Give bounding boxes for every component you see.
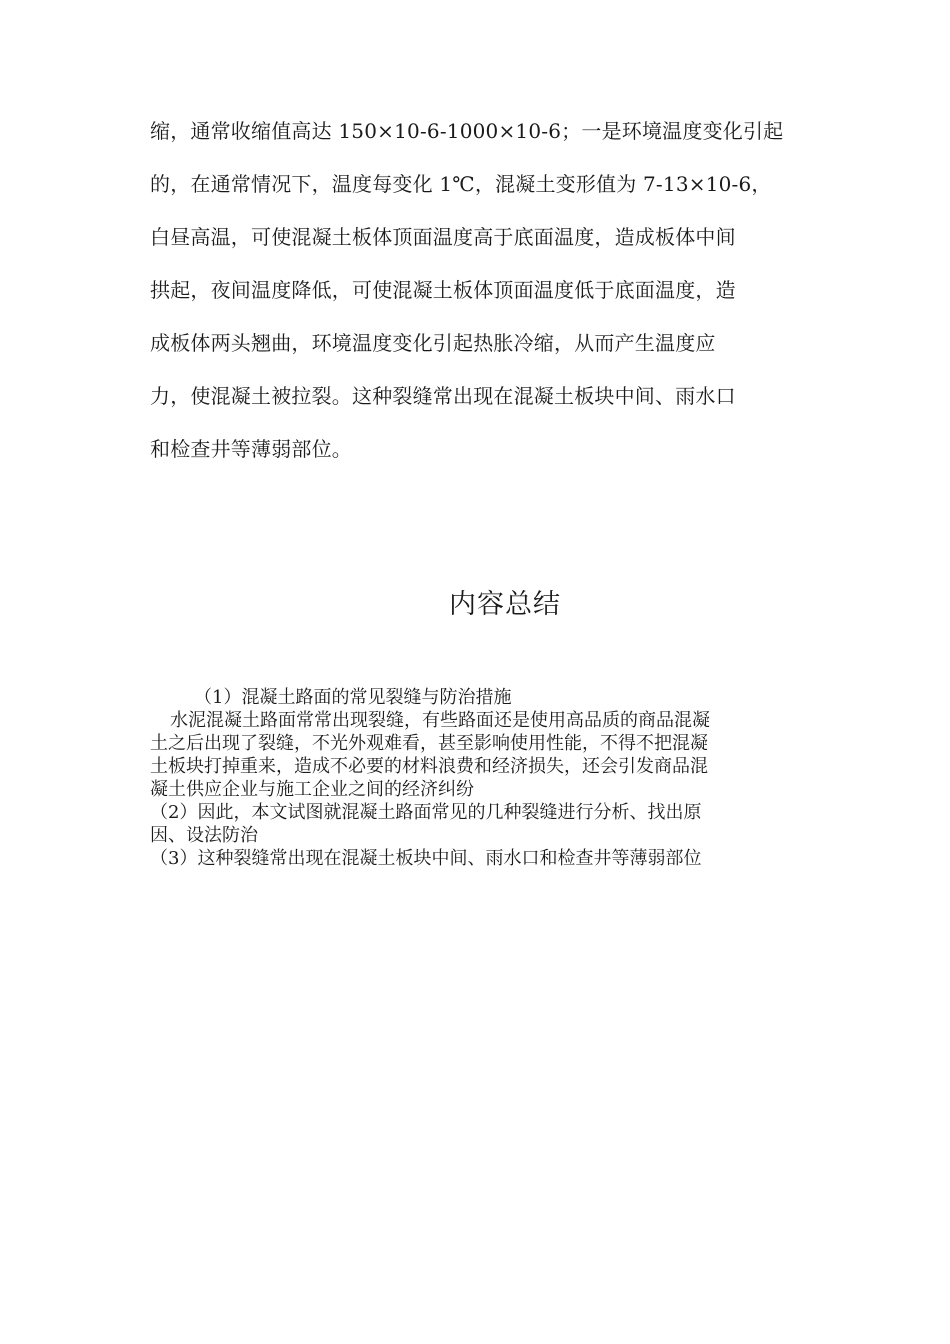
summary-item-2-line-2: 因、设法防治	[150, 825, 258, 846]
summary-item-2-line-1: （2）因此，本文试图就混凝土路面常见的几种裂缝进行分析、找出原	[150, 802, 702, 823]
body-line-4: 拱起，夜间温度降低，可使混凝土板体顶面温度低于底面温度，造	[150, 278, 736, 302]
summary-item-1-heading: （1）混凝土路面的常见裂缝与防治措施	[194, 687, 512, 708]
body-line-1: 缩，通常收缩值高达 150×10-6-1000×10-6；一是环境温度变化引起	[150, 119, 784, 143]
body-line-5: 成板体两头翘曲，环境温度变化引起热胀冷缩，从而产生温度应	[150, 331, 716, 355]
summary-list	[150, 686, 800, 870]
body-line-3: 白昼高温，可使混凝土板体顶面温度高于底面温度，造成板体中间	[150, 225, 736, 249]
body-paragraph	[150, 118, 800, 489]
body-line-6: 力，使混凝土被拉裂。这种裂缝常出现在混凝土板块中间、雨水口	[150, 384, 736, 408]
summary-item-1-line-4: 凝土供应企业与施工企业之间的经济纠纷	[150, 779, 474, 800]
body-line-2: 的，在通常情况下，温度每变化 1℃，混凝土变形值为 7-13×10-6，	[150, 172, 772, 196]
section-title: 内容总结	[449, 589, 561, 620]
summary-item-1-line-2: 土之后出现了裂缝，不光外观难看，甚至影响使用性能，不得不把混凝	[150, 733, 708, 754]
summary-item-1-line-3: 土板块打掉重来，造成不必要的材料浪费和经济损失，还会引发商品混	[150, 756, 708, 777]
summary-item-1-line-1: 水泥混凝土路面常常出现裂缝，有些路面还是使用高品质的商品混凝	[170, 710, 710, 731]
body-line-7: 和检查井等薄弱部位。	[150, 437, 352, 461]
summary-item-3: （3）这种裂缝常出现在混凝土板块中间、雨水口和检查井等薄弱部位	[150, 848, 702, 869]
